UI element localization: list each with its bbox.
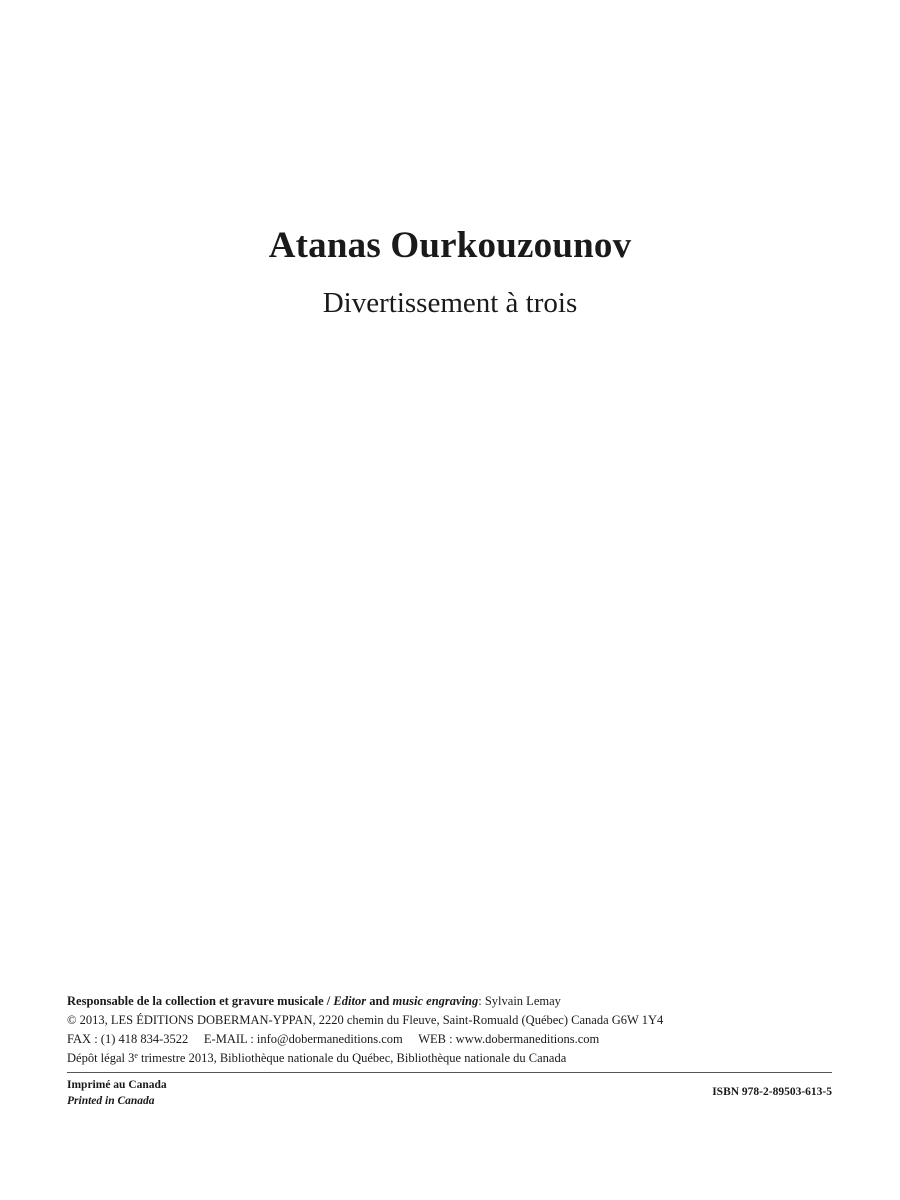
email-address: E-MAIL : info@dobermaneditions.com: [203, 1032, 403, 1046]
editor-credit-line: [67, 992, 847, 1011]
legal-rest: trimestre 2013, Bibliothèque nationale du Québec, Bibliothèque nationale du Canada: [141, 1051, 567, 1065]
printed-in-block: [67, 1077, 167, 1109]
work-title: Divertissement à trois: [322, 287, 578, 319]
printed-in-fr: Imprimé au Canada: [67, 1079, 167, 1091]
footer-divider: [67, 1072, 832, 1073]
responsible-label-fr: Responsable de la collection et gravure musicale /: [67, 994, 331, 1008]
copyright-line: © 2013, LES ÉDITIONS DOBERMAN-YPPAN, 2220 chemin du Fleuve, Saint-Romuald (Québec) Canada G6W 1Y4: [67, 1013, 664, 1027]
legal-deposit-line: [67, 1049, 847, 1068]
contact-line: [67, 1030, 847, 1049]
legal-prefix: Dépôt légal 3: [67, 1051, 135, 1065]
printed-in-en: Printed in Canada: [67, 1095, 155, 1107]
editor-name: Sylvain Lemay: [484, 994, 561, 1008]
fax-number: FAX : (1) 418 834-3522: [67, 1032, 189, 1046]
colophon: [67, 992, 847, 1068]
engraving-label-en: music engraving: [392, 994, 479, 1008]
legal-superscript: e: [134, 1051, 138, 1060]
composer-name: Atanas Ourkouzounov: [268, 225, 632, 266]
isbn-number: ISBN 978-2-89503-613-5: [712, 1086, 832, 1098]
and-label: and: [369, 994, 390, 1008]
colon-separator: :: [478, 994, 482, 1008]
editor-label-en: Editor: [333, 994, 367, 1008]
web-address: WEB : www.dobermaneditions.com: [418, 1032, 600, 1046]
